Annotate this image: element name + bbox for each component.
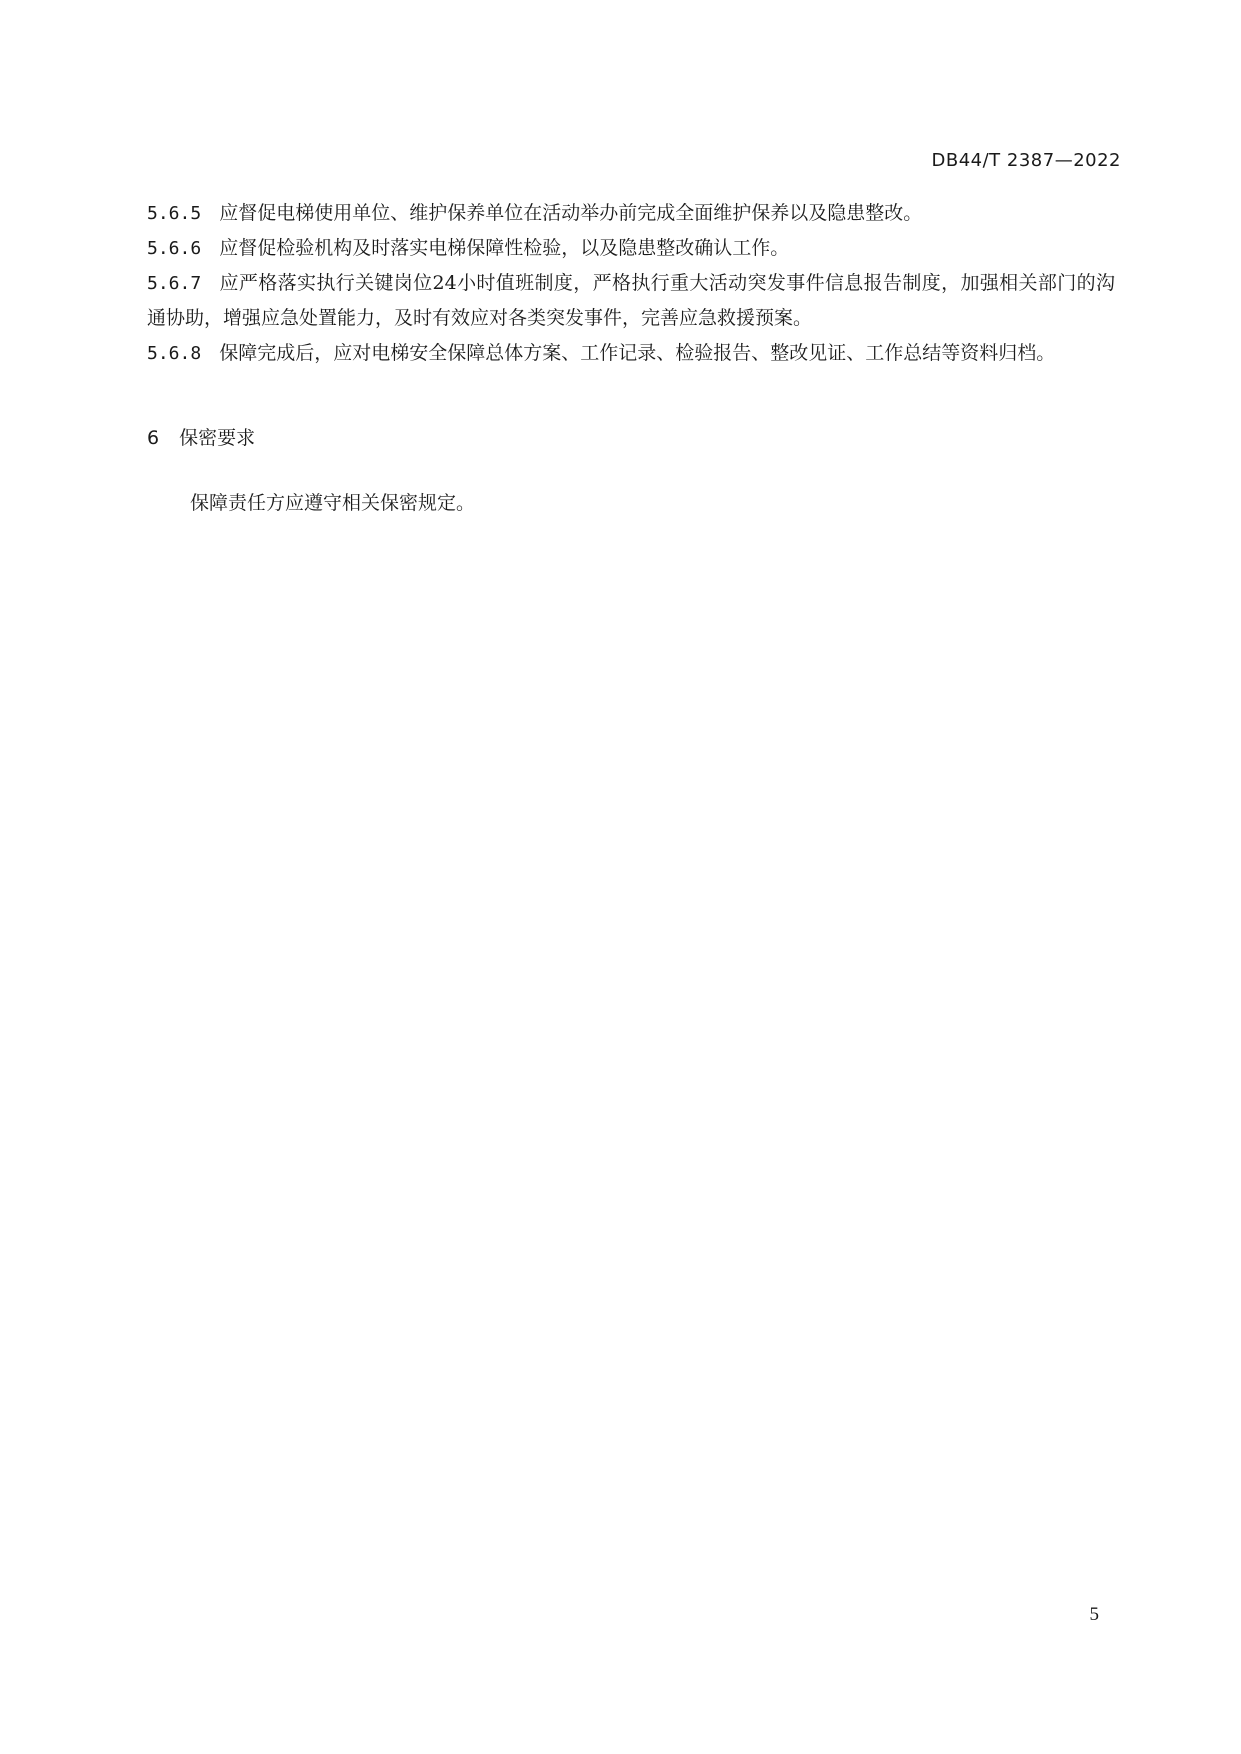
clause-number: 5.6.8 [147,343,202,364]
clause-5-6-8 [147,336,1115,371]
document-id: DB44/T 2387—2022 [931,150,1121,171]
clause-5-6-5 [147,196,1115,231]
clause-text: 应督促电梯使用单位、维护保养单位在活动举办前完成全面维护保养以及隐患整改。 [219,202,923,224]
clause-number: 5.6.5 [147,203,202,224]
clause-5-6-6 [147,231,1115,266]
clause-text: 应督促检验机构及时落实电梯保障性检验，以及隐患整改确认工作。 [219,237,790,259]
clause-text: 保障完成后，应对电梯安全保障总体方案、工作记录、检验报告、整改见证、工作总结等资料归档。 [219,342,1056,364]
clause-list [147,196,1115,371]
clause-5-6-7 [147,266,1115,336]
section-number: 6 [147,427,160,449]
clause-number: 5.6.6 [147,238,202,259]
section-title: 保密要求 [179,427,256,449]
section-body: 保障责任方应遵守相关保密规定。 [190,492,476,514]
clause-text: 应严格落实执行关键岗位24小时值班制度，严格执行重大活动突发事件信息报告制度，加强相关部门的沟通协助，增强应急处置能力，及时有效应对各类突发事件，完善应急救援预案。 [147,272,1115,329]
page-number: 5 [1089,1604,1099,1625]
section-heading [147,423,255,450]
clause-number: 5.6.7 [147,273,202,294]
